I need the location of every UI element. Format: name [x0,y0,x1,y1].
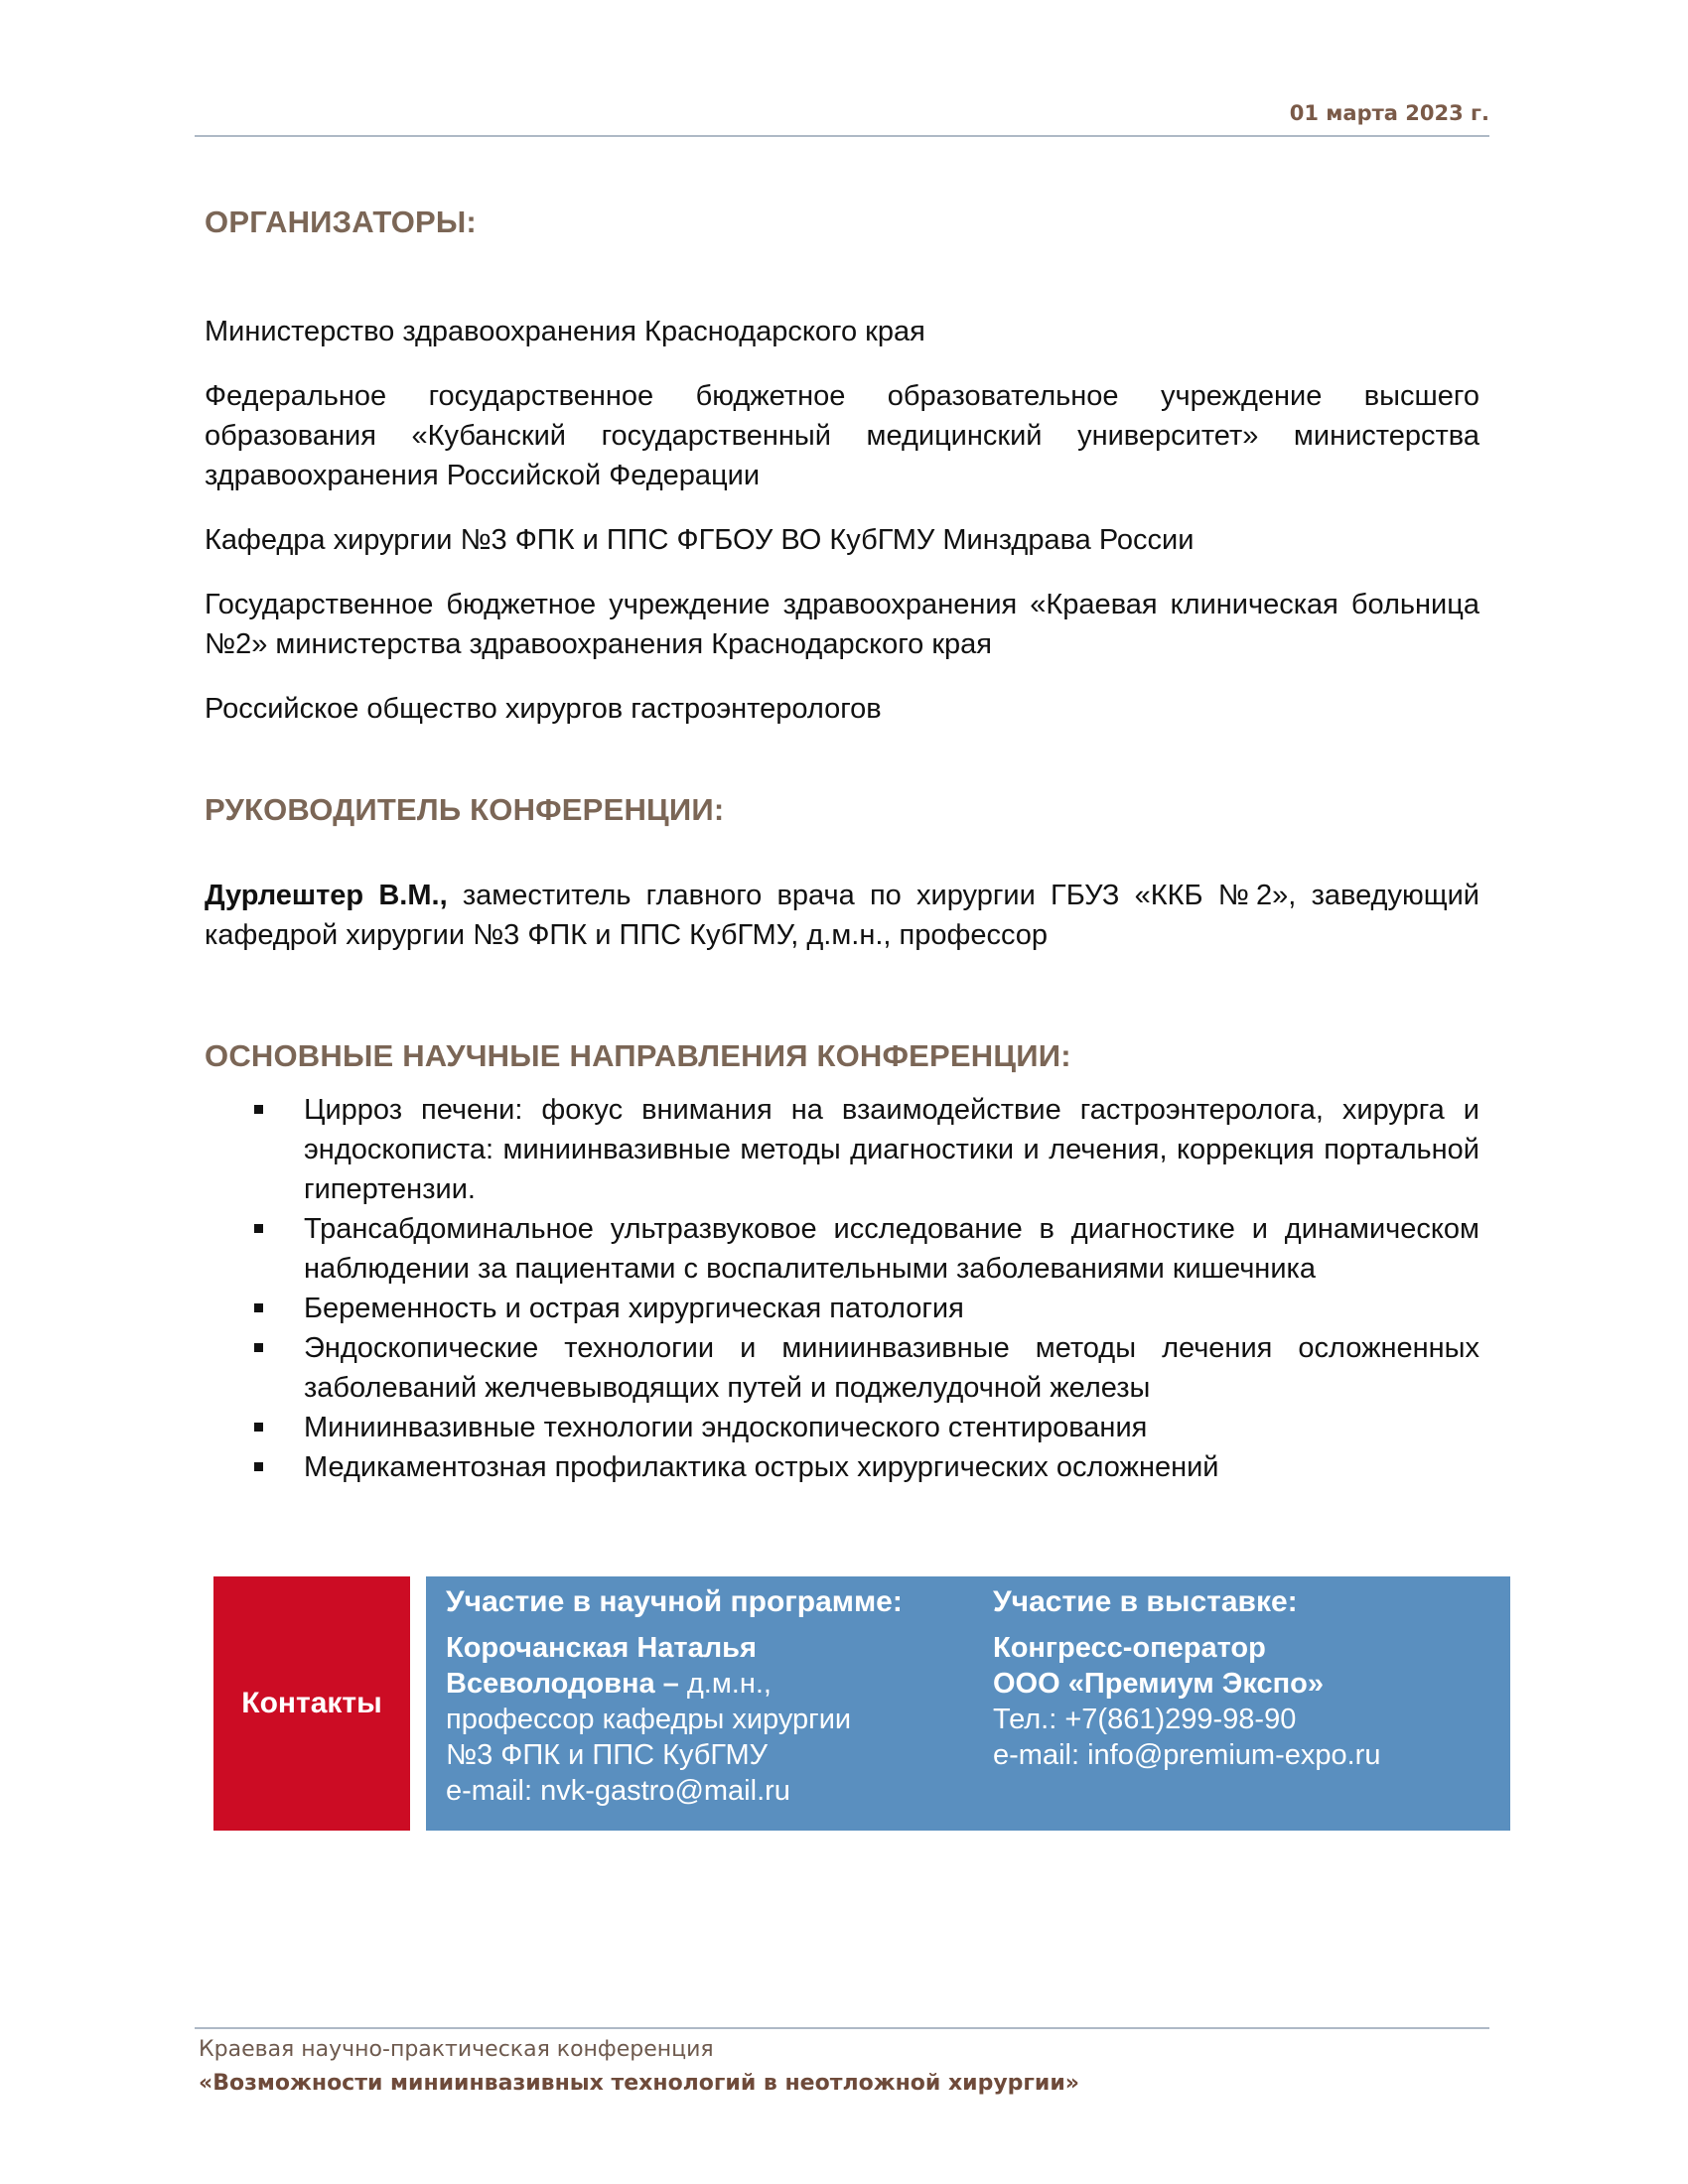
direction-text: Медикаментозная профилактика острых хирургических осложнений [304,1451,1219,1483]
direction-text: Трансабдоминальное ультразвуковое исследование в диагностике и динамическом наблюдении за пациентами с воспалительными заболеваниями кишечника [304,1213,1479,1285]
organizer-item: Российское общество хирургов гастроэнтерологов [205,693,882,725]
leader-heading: РУКОВОДИТЕЛЬ КОНФЕРЕНЦИИ: [205,792,725,827]
header-divider [195,135,1489,137]
main-content [205,205,1479,1487]
organizer-item: Государственное бюджетное учреждение здравоохранения «Краевая клиническая больница №2» министерства здравоохранения Краснодарского края [205,589,1479,660]
exhibition-org-line2: ООО «Премиум Экспо» [993,1668,1324,1700]
bullet-square-icon [254,1462,263,1471]
program-contact [446,1584,962,1809]
organizer-item: Кафедра хирургии №3 ФПК и ППС ФГБОУ ВО КубГМУ Минздрава России [205,524,1195,556]
program-contact-name-rest: Всеволодовна – [446,1668,679,1700]
organizers-list [205,312,1479,729]
leader-text [205,876,1479,955]
directions-list [205,1090,1479,1487]
program-contact-name-line2 [446,1666,962,1702]
list-item [205,1289,1479,1328]
directions-heading: ОСНОВНЫЕ НАУЧНЫЕ НАПРАВЛЕНИЯ КОНФЕРЕНЦИИ: [205,1038,1071,1073]
contacts-label: Контакты [241,1687,382,1719]
direction-text: Миниинвазивные технологии эндоскопического стентирования [304,1412,1148,1443]
footer-divider [195,2027,1489,2029]
list-item [205,1090,1479,1209]
bullet-square-icon [254,1303,263,1312]
list-item [205,1408,1479,1447]
organizer-item: Федеральное государственное бюджетное образовательное учреждение высшего образования «Кубанский государственный медицинский университет» министерства здравоохранения Российской Федерации [205,380,1479,491]
program-contact-position: профессор кафедры хирургии [446,1704,852,1735]
direction-text: Цирроз печени: фокус внимания на взаимодействие гастроэнтеролога, хирурга и эндоскописта: миниинвазивные методы диагностики и лечения, коррекция портальной гипертензии. [304,1094,1479,1205]
bullet-square-icon [254,1343,263,1352]
program-contact-degree: д.м.н., [678,1668,772,1700]
program-contact-position-line2: №3 ФПК и ППС КубГМУ [446,1739,769,1771]
exhibition-contact [993,1584,1489,1773]
direction-text: Беременность и острая хирургическая патология [304,1293,964,1324]
program-contact-email[interactable]: e-mail: nvk-gastro@mail.ru [446,1775,790,1807]
bullet-square-icon [254,1105,263,1114]
exhibition-phone[interactable]: Тел.: +7(861)299-98-90 [993,1704,1297,1735]
leader-description: заместитель главного врача по хирургии ГБУЗ «ККБ №2», заведующий кафедрой хирургии №3 ФПК и ППС КубГМУ, д.м.н., профессор [205,880,1479,951]
organizers-heading: ОРГАНИЗАТОРЫ: [205,205,477,239]
footer-conference-title: «Возможности миниинвазивных технологий в неотложной хирургии» [199,2071,1079,2096]
bullet-square-icon [254,1423,263,1432]
program-contact-name: Корочанская Наталья [446,1632,757,1664]
leader-name: Дурлештер В.М., [205,880,448,911]
list-item [205,1447,1479,1487]
direction-text: Эндоскопические технологии и миниинвазивные методы лечения осложненных заболеваний желчевыводящих путей и поджелудочной железы [304,1332,1479,1404]
program-contact-title: Участие в научной программе: [446,1585,903,1618]
exhibition-org-line1: Конгресс-оператор [993,1632,1266,1664]
contacts-label-box [213,1576,410,1831]
header-date: 01 марта 2023 г. [1289,101,1489,125]
exhibition-email[interactable]: e-mail: info@premium-expo.ru [993,1739,1381,1771]
list-item [205,1209,1479,1289]
footer-conference-type: Краевая научно-практическая конференция [199,2037,714,2062]
organizer-item: Министерство здравоохранения Краснодарского края [205,316,925,347]
contacts-info-box [426,1576,1510,1831]
bullet-square-icon [254,1224,263,1233]
list-item [205,1328,1479,1408]
exhibition-contact-title: Участие в выставке: [993,1585,1298,1618]
